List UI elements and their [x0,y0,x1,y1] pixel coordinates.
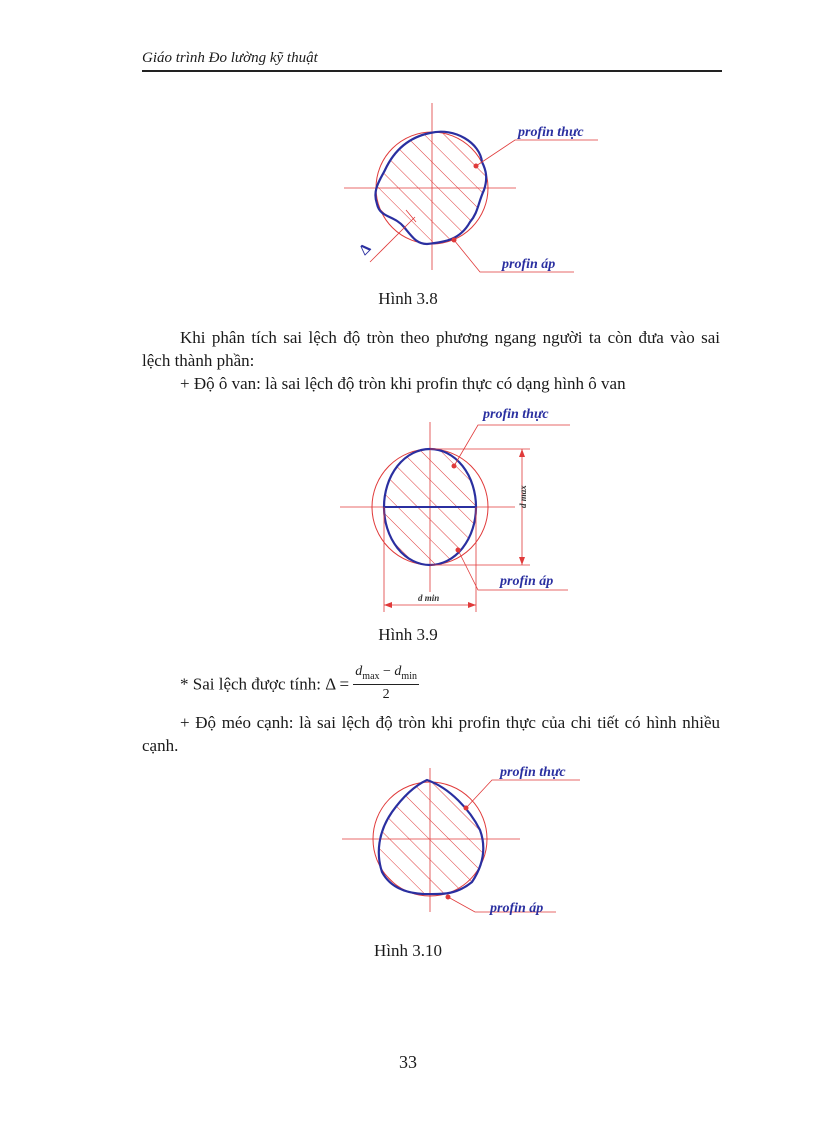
figure-3-8-caption: Hình 3.8 [378,289,438,308]
fig39-leader-top [454,425,570,466]
fig310-label-top: profin thực [500,765,566,780]
fig39-dmin-label: d min [418,593,440,603]
fig39-dmax-arrow-bottom [519,557,525,565]
running-header: Giáo trình Đo lường kỹ thuật [142,50,318,66]
formula-denominator: 2 [382,686,390,702]
formula-prefix: * Sai lệch được tính: Δ = [180,674,350,694]
fig38-label-bottom: profin áp [502,257,556,272]
formula-numerator: $d_{max} - d_{min}$ [353,664,419,685]
formula-fraction [353,664,419,703]
fig38-delta-symbol: Δ [356,240,375,259]
fig39-label-top: profin thực [483,407,549,422]
paragraph-3: + Độ méo cạnh: là sai lệch độ tròn khi profin thực của chi tiết có hình nhiều cạnh. [142,713,720,755]
fig38-delta-line [370,217,415,262]
paragraph-2: + Độ ô van: là sai lệch độ tròn khi profin thực có dạng hình ô van [180,374,626,393]
formula-line [180,666,419,706]
fig39-label-bottom: profin áp [500,574,554,589]
fig39-dmin-arrow-right [468,602,476,608]
paragraph-1: Khi phân tích sai lệch độ tròn theo phương ngang người ta còn đưa vào sai lệch thành phần: [142,328,720,370]
fig39-dmax-arrow-top [519,449,525,457]
fig39-dmin-arrow-left [384,602,392,608]
figure-3-9-caption: Hình 3.9 [378,625,438,644]
fig38-leader-top [476,140,598,166]
figure-3-8 [330,100,620,285]
figure-3-10 [330,760,590,930]
fig38-hatch [360,120,500,260]
figure-3-9 [330,400,590,615]
fig310-label-bottom: profin áp [490,901,544,916]
fig310-leader-top [466,780,580,808]
page-number: 33 [399,1052,417,1072]
header-rule [142,70,722,72]
figure-3-10-caption: Hình 3.10 [374,941,442,960]
fig38-label-top: profin thực [518,125,584,140]
fig39-dmax-label: d max [518,485,528,508]
